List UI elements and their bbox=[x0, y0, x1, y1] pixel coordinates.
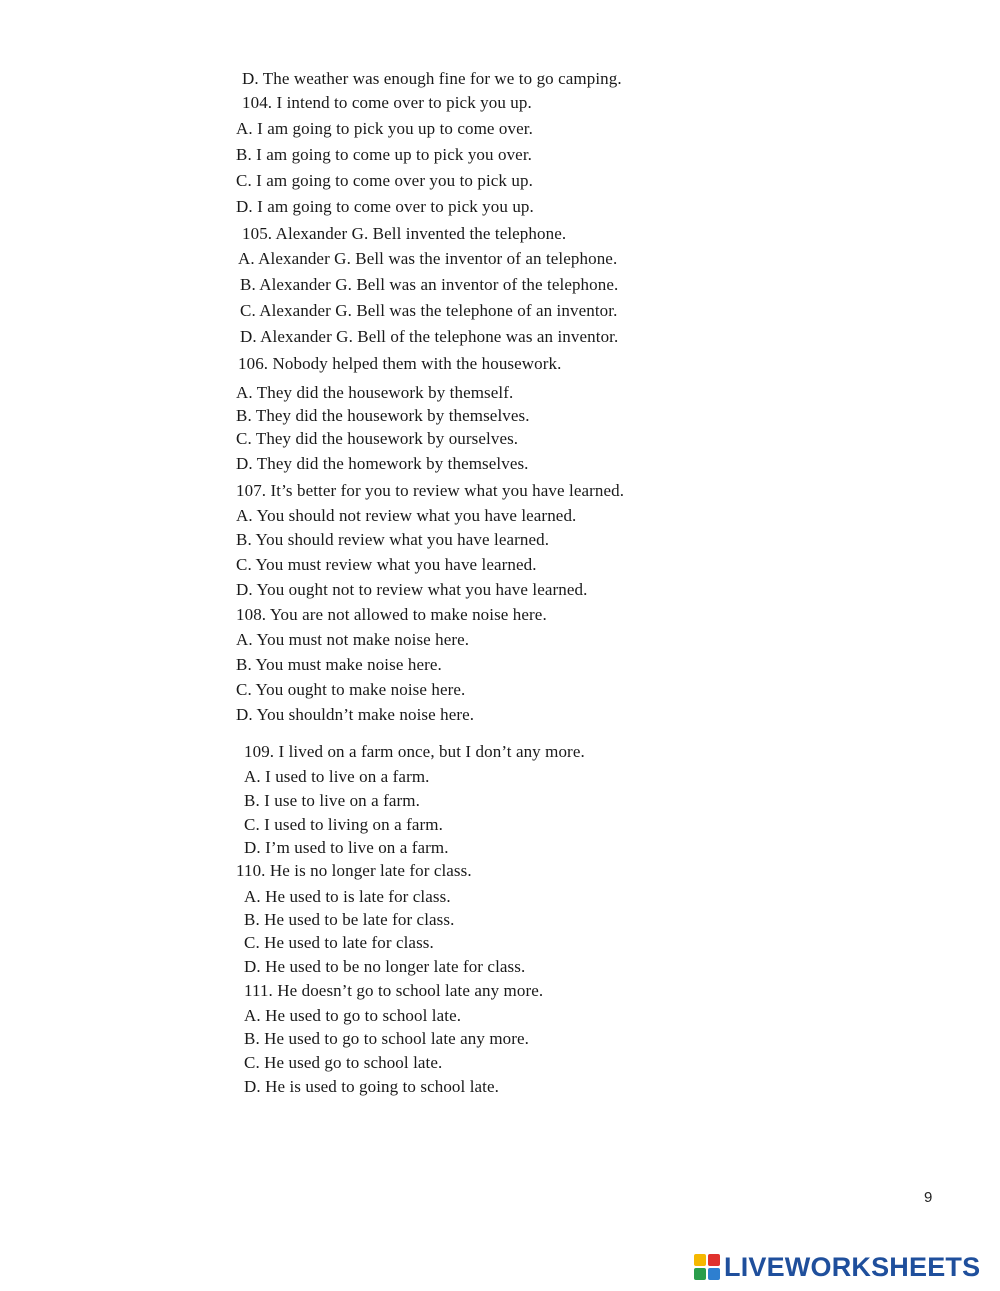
option-110-c: C. He used to late for class. bbox=[244, 933, 434, 952]
option-105-b: B. Alexander G. Bell was an inventor of the telephone. bbox=[240, 275, 619, 294]
option-107-d: D. You ought not to review what you have learned. bbox=[236, 580, 588, 599]
option-108-c: C. You ought to make noise here. bbox=[236, 680, 466, 699]
option-106-b: B. They did the housework by themselves. bbox=[236, 406, 530, 425]
option-104-b: B. I am going to come up to pick you over. bbox=[236, 145, 532, 164]
option-105-d: D. Alexander G. Bell of the telephone was an inventor. bbox=[240, 327, 619, 346]
logo-square bbox=[694, 1254, 706, 1266]
liveworksheets-logo[interactable] bbox=[694, 1252, 980, 1282]
option-108-b: B. You must make noise here. bbox=[236, 655, 442, 674]
question-109: 109. I lived on a farm once, but I don’t any more. bbox=[244, 742, 585, 761]
option-109-b: B. I use to live on a farm. bbox=[244, 791, 420, 810]
option-104-d: D. I am going to come over to pick you up. bbox=[236, 197, 534, 216]
option-106-d: D. They did the homework by themselves. bbox=[236, 454, 529, 473]
question-105: 105. Alexander G. Bell invented the telephone. bbox=[242, 224, 567, 243]
option-104-a: A. I am going to pick you up to come over. bbox=[236, 119, 533, 138]
logo-square bbox=[708, 1268, 720, 1280]
option-111-d: D. He is used to going to school late. bbox=[244, 1077, 499, 1096]
logo-text: LIVEWORKSHEETS bbox=[724, 1252, 981, 1282]
option-107-b: B. You should review what you have learned. bbox=[236, 530, 550, 549]
question-107: 107. It’s better for you to review what you have learned. bbox=[236, 481, 625, 500]
option-110-d: D. He used to be no longer late for class. bbox=[244, 957, 526, 976]
option-106-a: A. They did the housework by themself. bbox=[236, 383, 514, 402]
option-107-c: C. You must review what you have learned. bbox=[236, 555, 537, 574]
text-line: D. The weather was enough fine for we to go camping. bbox=[242, 69, 622, 88]
question-106: 106. Nobody helped them with the housework. bbox=[238, 354, 562, 373]
option-108-d: D. You shouldn’t make noise here. bbox=[236, 705, 475, 724]
option-106-c: C. They did the housework by ourselves. bbox=[236, 429, 519, 448]
question-108: 108. You are not allowed to make noise here. bbox=[236, 605, 547, 624]
question-110: 110. He is no longer late for class. bbox=[236, 861, 472, 880]
option-105-c: C. Alexander G. Bell was the telephone of an inventor. bbox=[240, 301, 618, 320]
option-108-a: A. You must not make noise here. bbox=[236, 630, 470, 649]
option-110-b: B. He used to be late for class. bbox=[244, 910, 455, 929]
question-104: 104. I intend to come over to pick you up. bbox=[242, 93, 532, 112]
option-109-c: C. I used to living on a farm. bbox=[244, 815, 443, 834]
option-110-a: A. He used to is late for class. bbox=[244, 887, 451, 906]
option-111-a: A. He used to go to school late. bbox=[244, 1006, 462, 1025]
logo-square bbox=[694, 1268, 706, 1280]
question-111: 111. He doesn’t go to school late any more. bbox=[244, 981, 544, 1000]
liveworksheets-logo-icon bbox=[694, 1254, 720, 1280]
option-107-a: A. You should not review what you have learned. bbox=[236, 506, 577, 525]
option-104-c: C. I am going to come over you to pick up. bbox=[236, 171, 533, 190]
option-109-a: A. I used to live on a farm. bbox=[244, 767, 430, 786]
logo-square bbox=[708, 1254, 720, 1266]
option-111-b: B. He used to go to school late any more. bbox=[244, 1029, 530, 1048]
page-number: 9 bbox=[924, 1189, 933, 1206]
option-111-c: C. He used go to school late. bbox=[244, 1053, 443, 1072]
option-109-d: D. I’m used to live on a farm. bbox=[244, 838, 449, 857]
option-105-a: A. Alexander G. Bell was the inventor of an telephone. bbox=[238, 249, 618, 268]
